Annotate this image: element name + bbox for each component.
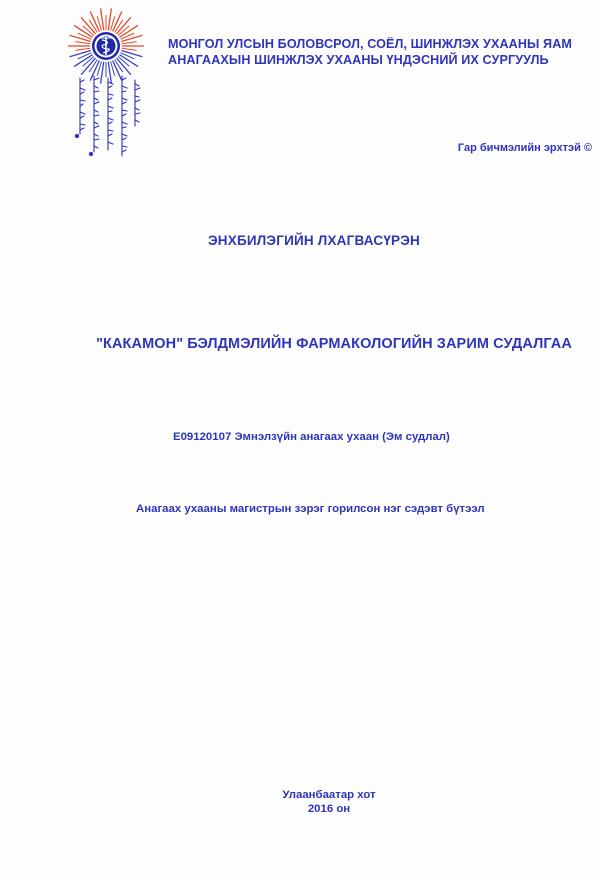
institution-header <box>168 36 588 68</box>
place-and-year <box>0 788 600 816</box>
ministry-name: МОНГОЛ УЛСЫН БОЛОВСРОЛ, СОЁЛ, ШИНЖЛЭХ УХААНЫ ЯАМ <box>168 37 572 51</box>
place-name: Улаанбаатар хот <box>282 789 376 801</box>
author-name-text: ЭНХБИЛЭГИЙН ЛХАГВАСҮРЭН <box>208 233 420 248</box>
specialty-code: E09120107 Эмнэлзүйн анагаах ухаан (Эм судлал) <box>173 431 450 443</box>
copyright-note: Гар бичмэлийн эрхтэй © <box>457 142 592 154</box>
mongolian-script-motto <box>70 72 144 164</box>
university-logo <box>66 6 146 156</box>
university-name: АНАГААХЫН ШИНЖЛЭХ УХААНЫ ҮНДЭСНИЙ ИХ СУРГУУЛЬ <box>168 53 549 67</box>
year: 2016 он <box>307 803 351 815</box>
thesis-title <box>0 336 600 352</box>
thesis-title-text: "КАКАМОН" БЭЛДМЭЛИЙН ФАРМАКОЛОГИЙН ЗАРИМ СУДАЛГАА <box>96 336 572 352</box>
author-name <box>0 233 600 248</box>
degree-statement: Анагаах ухааны магистрын зэрэг горилсон нэг сэдэвт бүтээл <box>136 503 485 515</box>
